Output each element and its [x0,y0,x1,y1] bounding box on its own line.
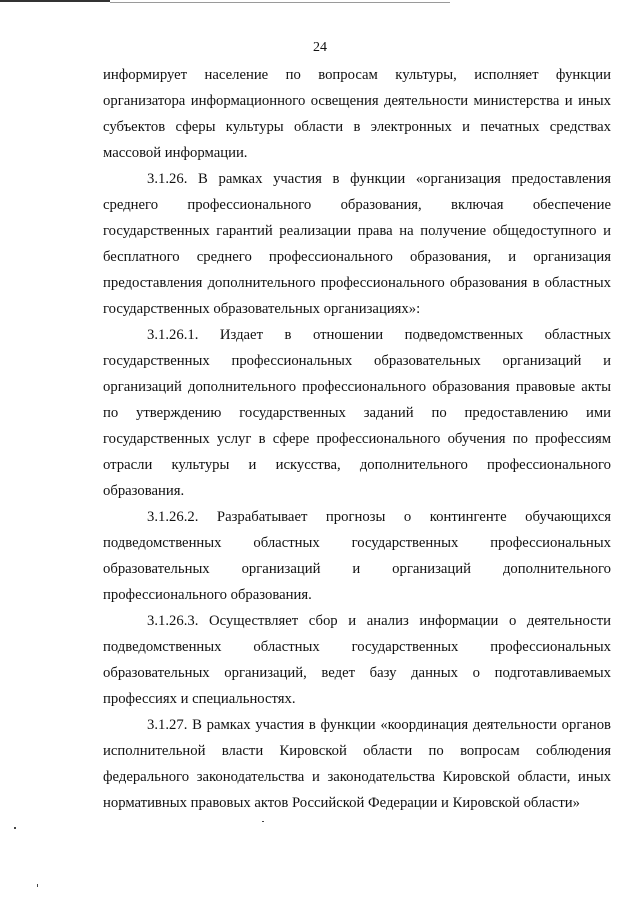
scan-speck [14,827,16,829]
scan-artifact-line [110,2,450,3]
scan-artifact-line [0,0,110,2]
document-body [103,62,611,816]
scan-speck [262,821,264,822]
paragraph: 3.1.26. В рамках участия в функции «организация предоставления среднего профессионального образования, включая обеспечение государственных гарантий реализации права на получение общедоступного и бесплатного среднего профессионального образования, и организация предоставления дополнительного профессионального образования в областных государственных образовательных организациях»: [103,171,611,317]
paragraph: 3.1.27. В рамках участия в функции «координация деятельности органов исполнительной власти Кировской области по вопросам соблюдения федерального законодательства и законодательства Кировской области, иных нормативных правовых актов Российской Федерации и Кировской области» [103,717,611,811]
scan-speck [37,884,38,887]
page-number: 24 [313,40,327,55]
paragraph: информирует население по вопросам культуры, исполняет функции организатора информационного освещения деятельности министерства и иных субъектов сферы культуры области в электронных и печатных средствах массовой информации. [103,67,611,161]
paragraph: 3.1.26.2. Разрабатывает прогнозы о контингенте обучающихся подведомственных областных государственных профессиональных образовательных организаций и организаций дополнительного профессионального образования. [103,509,611,603]
paragraph: 3.1.26.3. Осуществляет сбор и анализ информации о деятельности подведомственных областных государственных профессиональных образовательных организаций, ведет базу данных о подготавливаемых профессиях и специальностях. [103,613,611,707]
paragraph: 3.1.26.1. Издает в отношении подведомственных областных государственных профессиональных образовательных организаций и организаций дополнительного профессионального образования правовые акты по утверждению государственных заданий по предоставлению ими государственных услуг в сфере профессионального обучения по профессиям отрасли культуры и искусства, дополнительного профессионального образования. [103,327,611,499]
